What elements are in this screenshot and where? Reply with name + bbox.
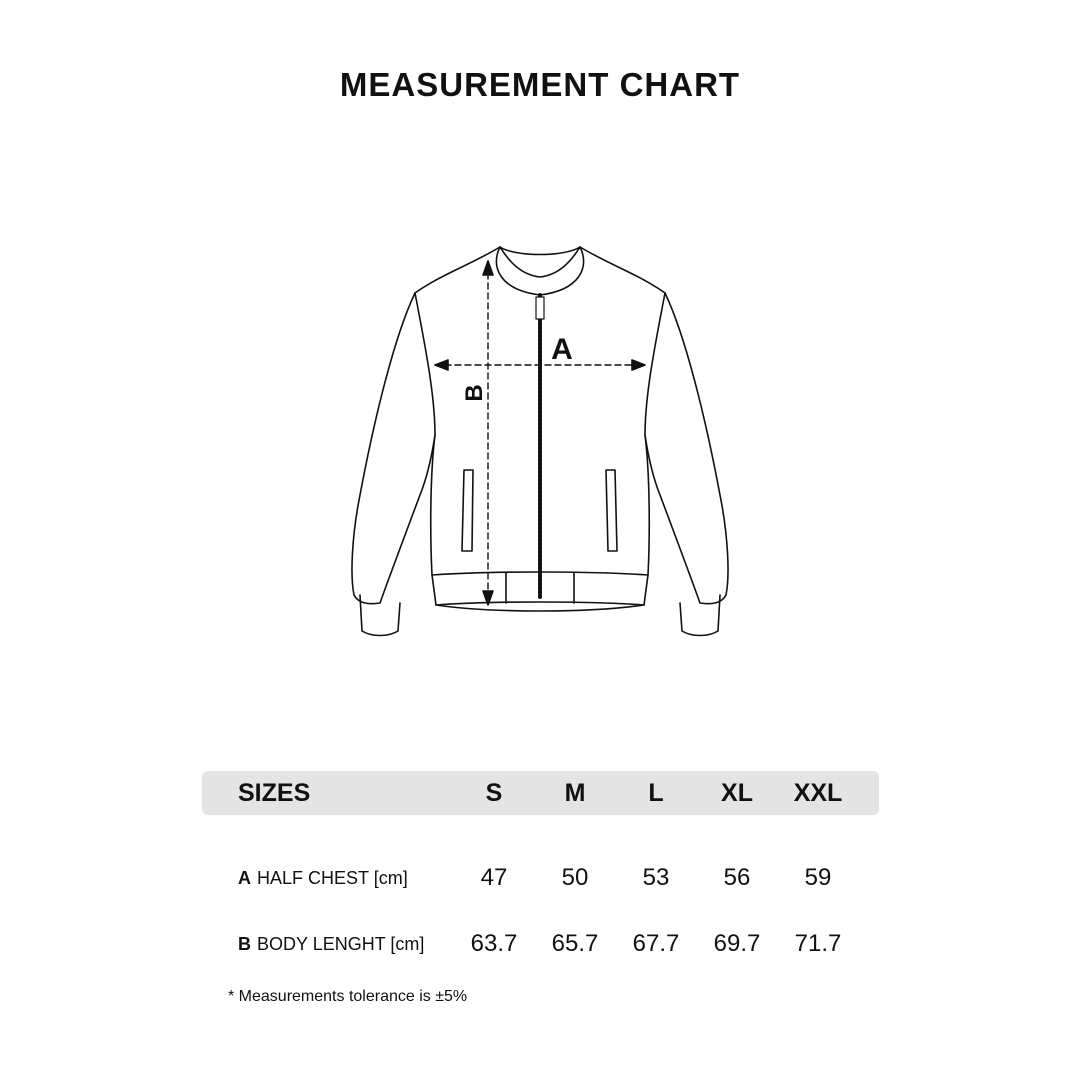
table-cell: 69.7 [713,930,761,957]
size-s: S [485,778,503,807]
tolerance-note: * Measurements tolerance is ±5% [228,988,468,1005]
jacket-diagram [340,235,740,655]
size-table [202,771,879,977]
table-cell: 67.7 [632,930,680,957]
row-key: A [238,867,251,888]
size-table-header [202,771,879,815]
jacket-left-pocket [462,470,473,551]
label-b: B [461,384,488,402]
table-cell: 71.7 [794,930,842,957]
label-a: A [551,333,573,366]
table-row-body-length [202,911,879,977]
table-cell: 47 [480,864,508,891]
jacket-left-sleeve [352,293,435,604]
table-cell: 63.7 [470,930,518,957]
row-label-text: HALF CHEST [cm] [257,867,408,888]
jacket-right-sleeve [645,293,728,604]
row-label-text: BODY LENGHT [cm] [257,933,425,954]
table-cell: 56 [723,864,751,891]
sizes-label: SIZES [238,778,311,807]
row-label [238,911,424,977]
size-xl: XL [721,778,753,807]
table-row-half-chest [202,845,879,911]
table-cell: 65.7 [551,930,599,957]
row-label [238,845,408,911]
table-cell: 53 [642,864,670,891]
table-cell: 50 [561,864,589,891]
size-m: M [564,778,586,807]
row-key: B [238,933,251,954]
jacket-right-pocket [606,470,617,551]
size-xxl: XXL [793,778,843,807]
page-title: MEASUREMENT CHART [339,66,741,103]
table-cell: 59 [804,864,832,891]
size-l: L [648,778,664,807]
